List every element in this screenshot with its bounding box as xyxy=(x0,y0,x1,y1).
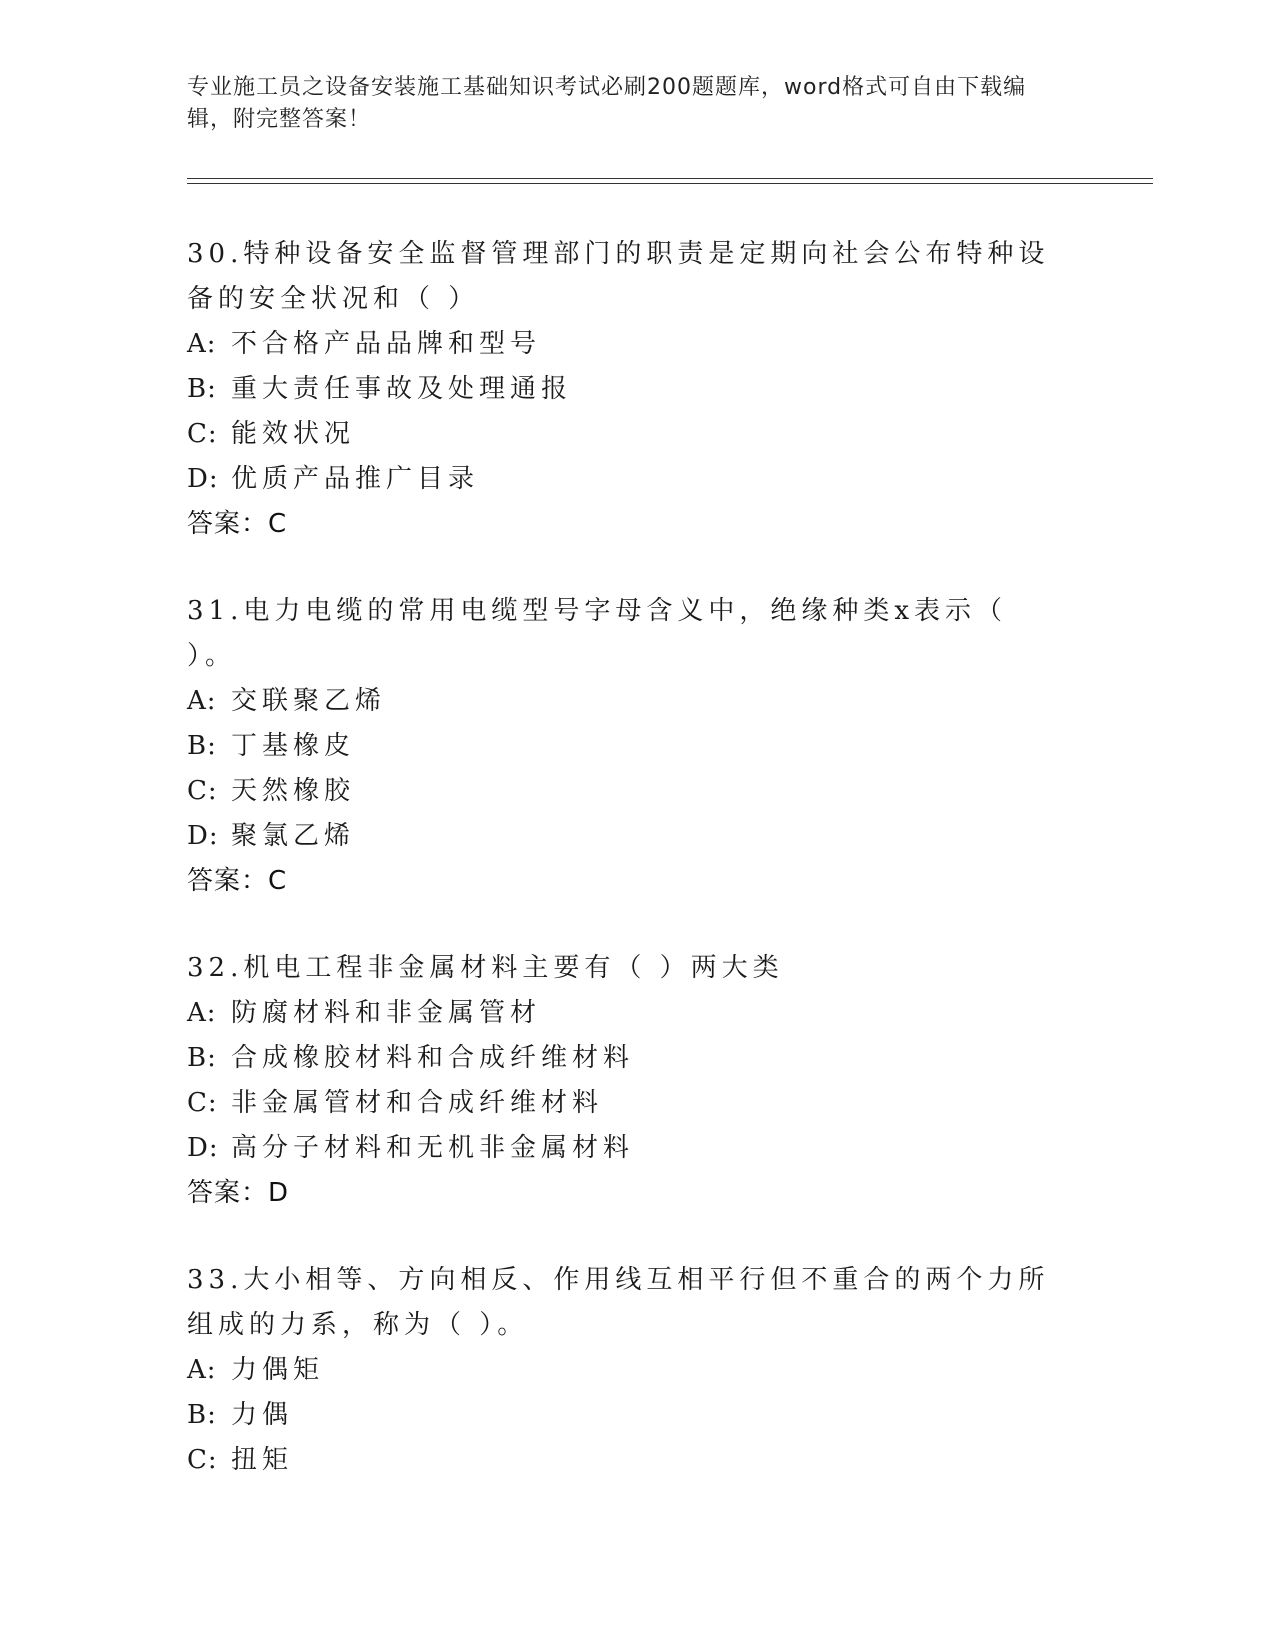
option-text: 聚氯乙烯 xyxy=(231,821,356,851)
option-text: 防腐材料和非金属管材 xyxy=(231,998,542,1028)
question-33 xyxy=(187,1258,1067,1483)
header-divider-top xyxy=(187,178,1153,179)
option-d xyxy=(187,814,1067,859)
option-text: 扭矩 xyxy=(231,1445,294,1475)
option-a xyxy=(187,991,1067,1036)
option-text: 重大责任事故及处理通报 xyxy=(231,374,573,404)
option-text: 丁基橡皮 xyxy=(231,731,356,761)
option-key: B: xyxy=(187,1400,217,1430)
option-key: C: xyxy=(187,419,218,449)
option-c xyxy=(187,412,1067,457)
option-key: A: xyxy=(187,329,217,359)
option-c xyxy=(187,769,1067,814)
question-31 xyxy=(187,589,1067,904)
question-text: 33.大小相等、方向相反、作用线互相平行但不重合的两个力所组成的力系，称为（ ）。 xyxy=(187,1265,1050,1340)
question-text: 30.特种设备安全监督管理部门的职责是定期向社会公布特种设备的安全状况和（ ） xyxy=(187,239,1050,314)
answer-label: 答案：C xyxy=(187,866,288,896)
question-text: 31.电力电缆的常用电缆型号字母含义中，绝缘种类x表示（ ）。 xyxy=(187,596,1008,671)
option-d xyxy=(187,1126,1067,1171)
question-32 xyxy=(187,946,1067,1216)
option-key: D: xyxy=(187,821,219,851)
option-key: C: xyxy=(187,1088,218,1118)
option-key: B: xyxy=(187,374,217,404)
option-text: 合成橡胶材料和合成纤维材料 xyxy=(231,1043,635,1073)
question-30 xyxy=(187,232,1067,547)
option-b xyxy=(187,1393,1067,1438)
option-a xyxy=(187,679,1067,724)
question-text: 32.机电工程非金属材料主要有（ ）两大类 xyxy=(187,953,784,983)
option-key: C: xyxy=(187,776,218,806)
option-key: A: xyxy=(187,1355,217,1385)
option-a xyxy=(187,322,1067,367)
option-key: B: xyxy=(187,731,217,761)
answer-label: 答案：C xyxy=(187,509,288,539)
option-c xyxy=(187,1438,1067,1483)
option-text: 力偶 xyxy=(231,1400,294,1430)
option-text: 天然橡胶 xyxy=(231,776,356,806)
option-d xyxy=(187,457,1067,502)
header-divider-bottom xyxy=(187,183,1153,184)
option-text: 不合格产品品牌和型号 xyxy=(231,329,542,359)
option-b xyxy=(187,367,1067,412)
option-key: B: xyxy=(187,1043,217,1073)
question-list xyxy=(187,232,1067,1525)
option-b xyxy=(187,1036,1067,1081)
option-text: 交联聚乙烯 xyxy=(231,686,387,716)
option-key: C: xyxy=(187,1445,218,1475)
option-text: 力偶矩 xyxy=(231,1355,325,1385)
option-key: A: xyxy=(187,686,217,716)
option-text: 高分子材料和无机非金属材料 xyxy=(231,1133,635,1163)
option-text: 能效状况 xyxy=(231,419,356,449)
option-key: D: xyxy=(187,1133,219,1163)
option-b xyxy=(187,724,1067,769)
document-header-title: 专业施工员之设备安装施工基础知识考试必刷200题题库，word格式可自由下载编辑，附完整答案！ xyxy=(187,75,1027,132)
option-text: 优质产品推广目录 xyxy=(231,464,480,494)
option-c xyxy=(187,1081,1067,1126)
answer-label: 答案：D xyxy=(187,1178,290,1208)
option-key: A: xyxy=(187,998,217,1028)
option-a xyxy=(187,1348,1067,1393)
option-text: 非金属管材和合成纤维材料 xyxy=(231,1088,604,1118)
option-key: D: xyxy=(187,464,219,494)
